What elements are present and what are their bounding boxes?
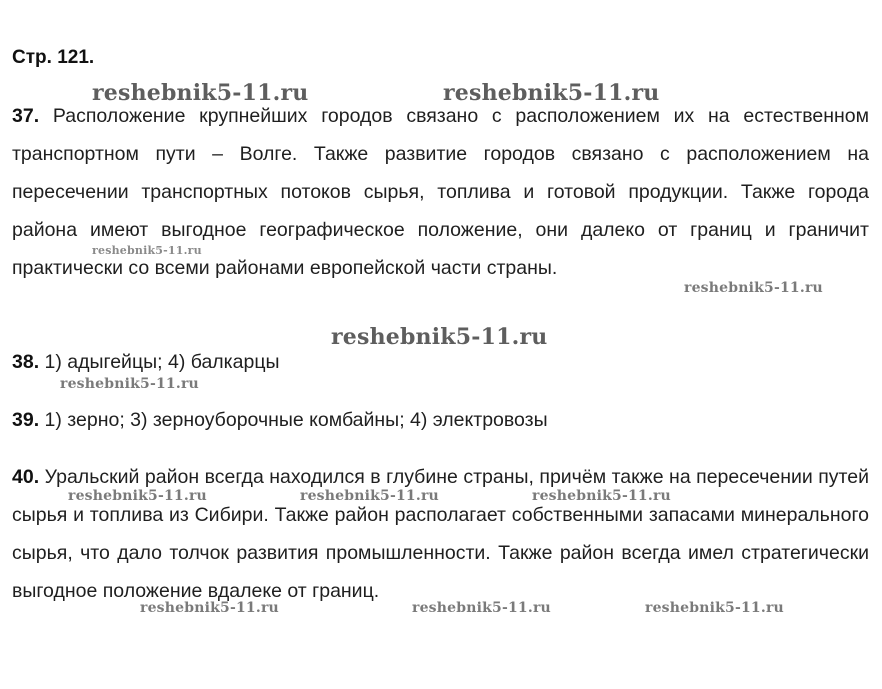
answer-39-number: 39. [12, 409, 40, 431]
answer-37 [12, 97, 869, 287]
watermark: reshebnik5-11.ru [300, 488, 439, 504]
answer-38 [12, 350, 280, 374]
watermark: reshebnik5-11.ru [60, 376, 199, 392]
answer-39-text: 1) зерно; 3) зерноуборочные комбайны; 4) электровозы [44, 409, 548, 431]
watermark: reshebnik5-11.ru [645, 600, 784, 616]
answer-40-text: Уральский район всегда находился в глубине страны, причём также на пересечении путей сырья и топлива из Сибири. Также район располагает собственными запасами минерального сырья, что дало толчок развития промышленности. Также район всегда имел стратегически выгодное положение вдалеке от границ. [12, 466, 870, 602]
watermark: reshebnik5-11.ru [684, 280, 823, 296]
answer-37-number: 37. [12, 105, 40, 127]
answer-40-number: 40. [12, 466, 40, 488]
watermark: reshebnik5-11.ru [140, 600, 279, 616]
watermark: reshebnik5-11.ru [331, 324, 548, 350]
answer-38-text: 1) адыгейцы; 4) балкарцы [44, 351, 280, 373]
watermark: reshebnik5-11.ru [532, 488, 671, 504]
watermark: reshebnik5-11.ru [412, 600, 551, 616]
answer-39 [12, 408, 548, 432]
watermark: reshebnik5-11.ru [92, 244, 202, 257]
page-heading: Стр. 121. [12, 47, 95, 68]
watermark: reshebnik5-11.ru [68, 488, 207, 504]
watermark: reshebnik5-11.ru [443, 80, 660, 106]
answer-38-number: 38. [12, 351, 40, 373]
answer-40 [12, 458, 869, 610]
answer-37-text: Расположение крупнейших городов связано с расположением их на естественном транспортном пути – Волге. Также развитие городов связано с расположением на пересечении транспортных потоков сырья, топлива и готовой продукции. Также города района имеют выгодное географическое положение, они далеко от границ и граничит практически со всеми районами европейской части страны. [12, 105, 869, 279]
watermark: reshebnik5-11.ru [92, 80, 309, 106]
